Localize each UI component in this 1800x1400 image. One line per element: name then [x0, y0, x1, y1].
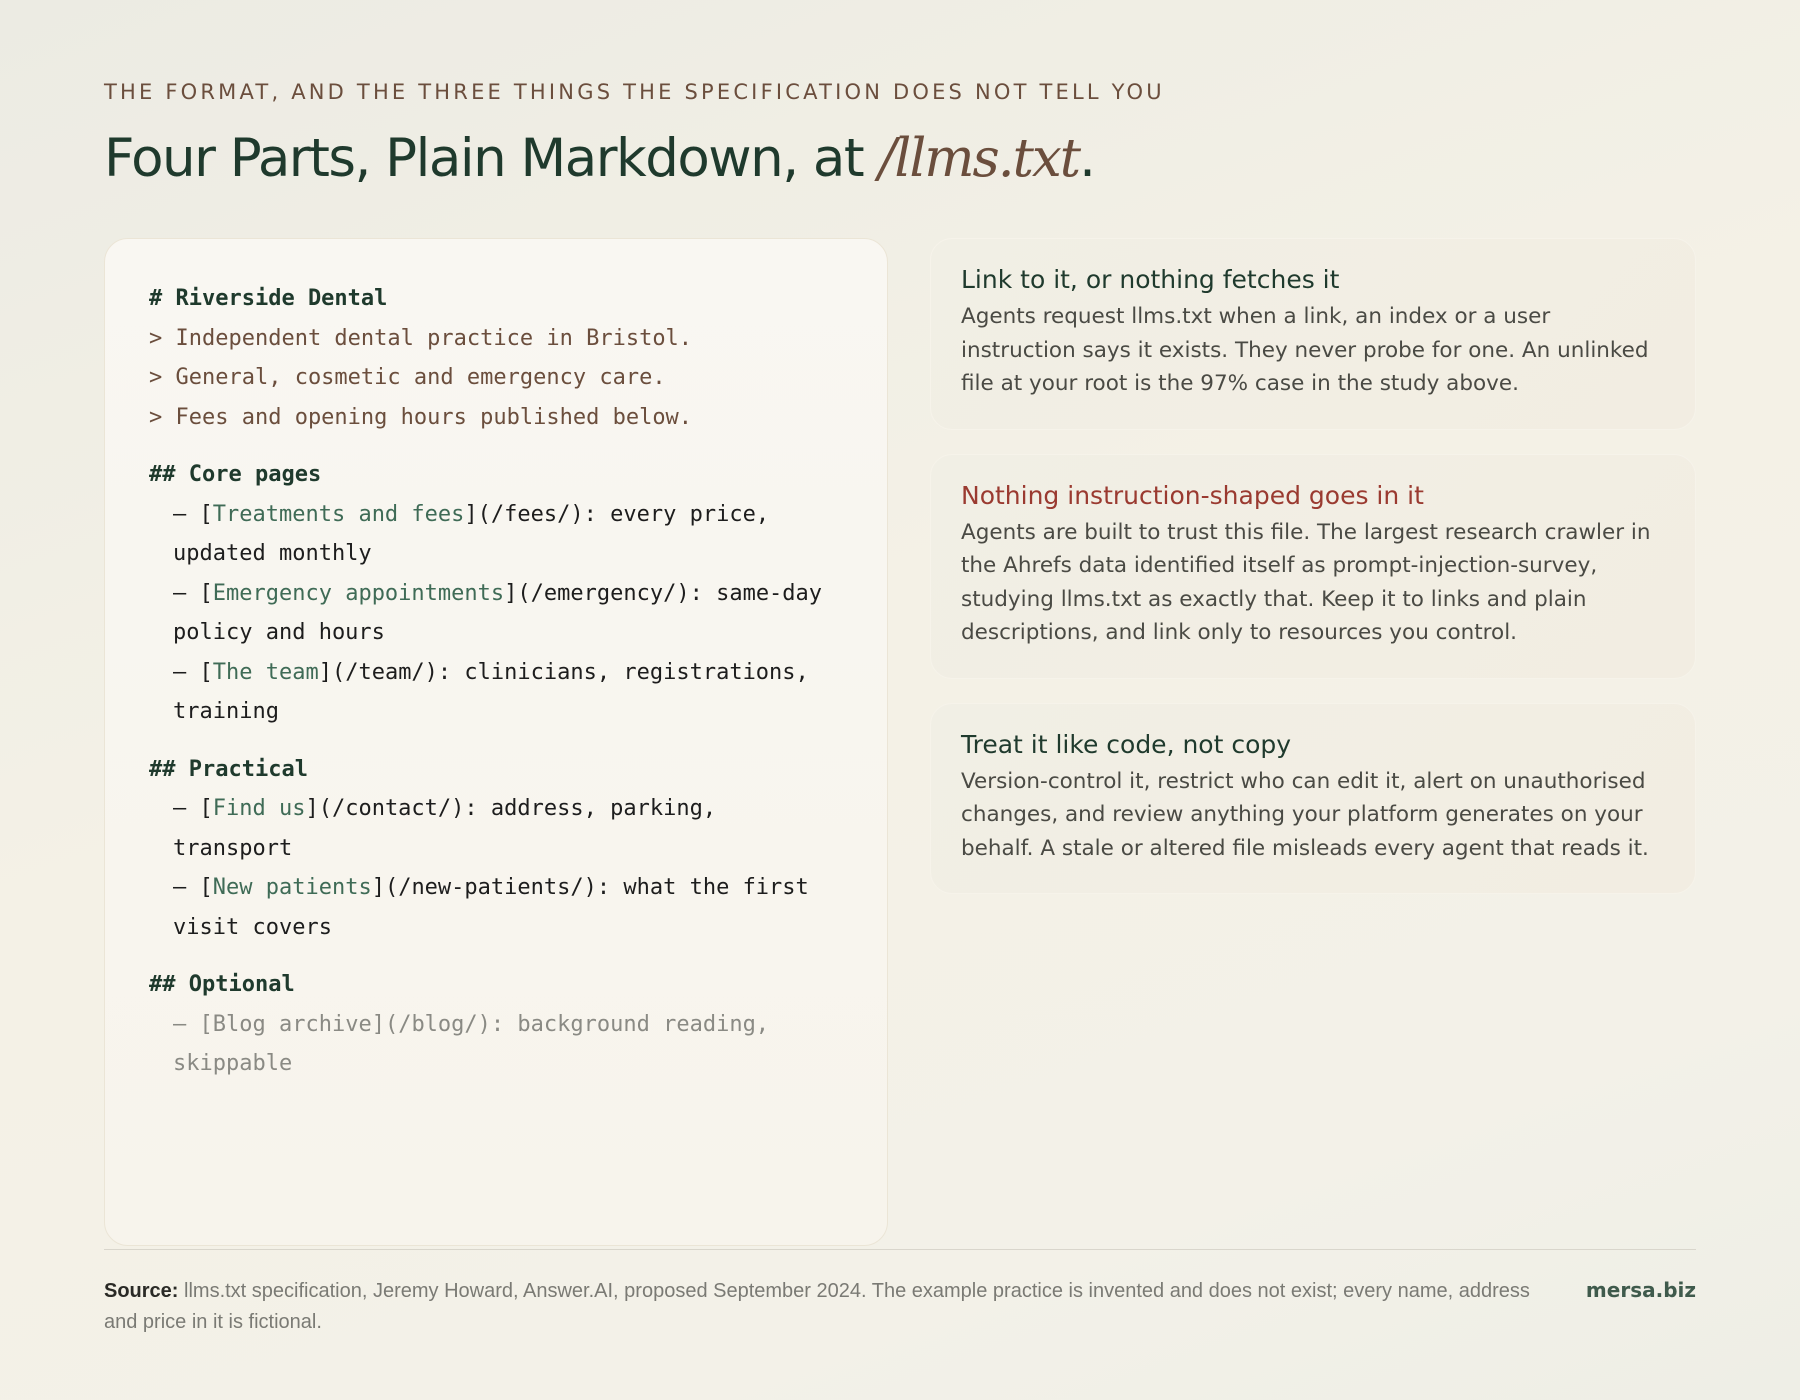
code-list-item	[149, 1005, 847, 1084]
list-dash: –	[173, 501, 200, 527]
link-text: Find us	[212, 796, 306, 821]
bracket: [	[199, 796, 213, 821]
link-rest: ](/new-patients/): what the first visit covers	[173, 875, 823, 940]
llms-txt-example	[104, 238, 888, 1246]
card-title: Link to it, or nothing fetches it	[961, 265, 1340, 294]
code-h2: ## Practical	[149, 756, 308, 782]
code-list-item	[149, 495, 847, 574]
list-dash: –	[173, 796, 200, 821]
bracket: [	[199, 1011, 213, 1037]
link-text: Treatments and fees	[212, 501, 465, 527]
guidance-card-warning	[930, 454, 1696, 679]
code-section-optional	[149, 965, 847, 1084]
card-body: Agents request llms.txt when a link, an index or a user instruction says it exists. They never probe for one. An unlinked file at your root is the 97% case in the study above.	[961, 304, 1649, 396]
title-accent: /llms.txt	[878, 128, 1080, 189]
title-end: .	[1079, 128, 1095, 189]
code-section-core-pages	[149, 455, 847, 732]
source-note	[104, 1276, 1544, 1338]
code-section-practical	[149, 750, 847, 948]
bracket: [	[199, 875, 213, 900]
link-text: Emergency appointments	[212, 580, 505, 606]
guidance-cards	[930, 238, 1696, 918]
code-quote: > Fees and opening hours published below.	[149, 404, 693, 430]
code-header-block	[149, 279, 847, 437]
code-list-item	[149, 653, 847, 732]
code-list-item	[149, 868, 847, 947]
code-h2: ## Core pages	[149, 462, 322, 487]
code-list-item	[149, 789, 847, 868]
title-main: Four Parts, Plain Markdown, at	[104, 128, 879, 189]
link-rest: ](/emergency/): same-day policy and hours	[173, 580, 836, 645]
code-list-item	[149, 574, 847, 653]
card-title: Treat it like code, not copy	[961, 729, 1292, 759]
link-rest: ](/contact/): address, parking, transport	[173, 796, 730, 861]
guidance-card	[930, 238, 1696, 430]
list-dash: –	[173, 580, 200, 606]
list-dash: –	[173, 1011, 200, 1037]
link-rest: ](/blog/): background reading, skippable	[173, 1011, 783, 1076]
link-text: The team	[212, 659, 319, 685]
link-text: New patients	[212, 875, 372, 900]
list-dash: –	[173, 875, 200, 900]
eyebrow: THE FORMAT, AND THE THREE THINGS THE SPECIFICATION DOES NOT TELL YOU	[104, 80, 1165, 104]
link-text: Blog archive	[212, 1011, 372, 1037]
guidance-card	[930, 703, 1696, 895]
brand-mark: mersa.biz	[1585, 1278, 1696, 1302]
source-text: llms.txt specification, Jeremy Howard, Answer.AI, proposed September 2024. The example practice is invented and does not exist; every name, address and price in it is fictional.	[104, 1280, 1530, 1333]
code-quote: > General, cosmetic and emergency care.	[149, 365, 666, 390]
bracket: [	[199, 501, 213, 527]
link-rest: ](/fees/): every price, updated monthly	[173, 501, 783, 566]
card-body: Version-control it, restrict who can edit it, alert on unauthorised changes, and review anything your platform generates on your behalf. A stale or altered file misleads every agent that reads it.	[961, 768, 1649, 861]
card-title: Nothing instruction-shaped goes in it	[961, 480, 1424, 510]
list-dash: –	[173, 659, 200, 685]
card-body: Agents are built to trust this file. The largest research crawler in the Ahrefs data identified itself as prompt-injection-survey, studying llms.txt as exactly that. Keep it to links and plain descriptions, and link only to resources you control.	[961, 519, 1651, 645]
code-quote: > Independent dental practice in Bristol.	[149, 325, 693, 351]
source-label: Source:	[104, 1280, 179, 1302]
bracket: [	[199, 580, 213, 606]
page-title	[104, 128, 1094, 189]
bracket: [	[199, 659, 213, 685]
code-h1: # Riverside Dental	[149, 286, 388, 311]
page	[104, 0, 1696, 1400]
code-h2: ## Optional	[149, 972, 295, 997]
footer-divider	[104, 1249, 1696, 1250]
link-rest: ](/team/): clinicians, registrations, training	[173, 659, 823, 724]
